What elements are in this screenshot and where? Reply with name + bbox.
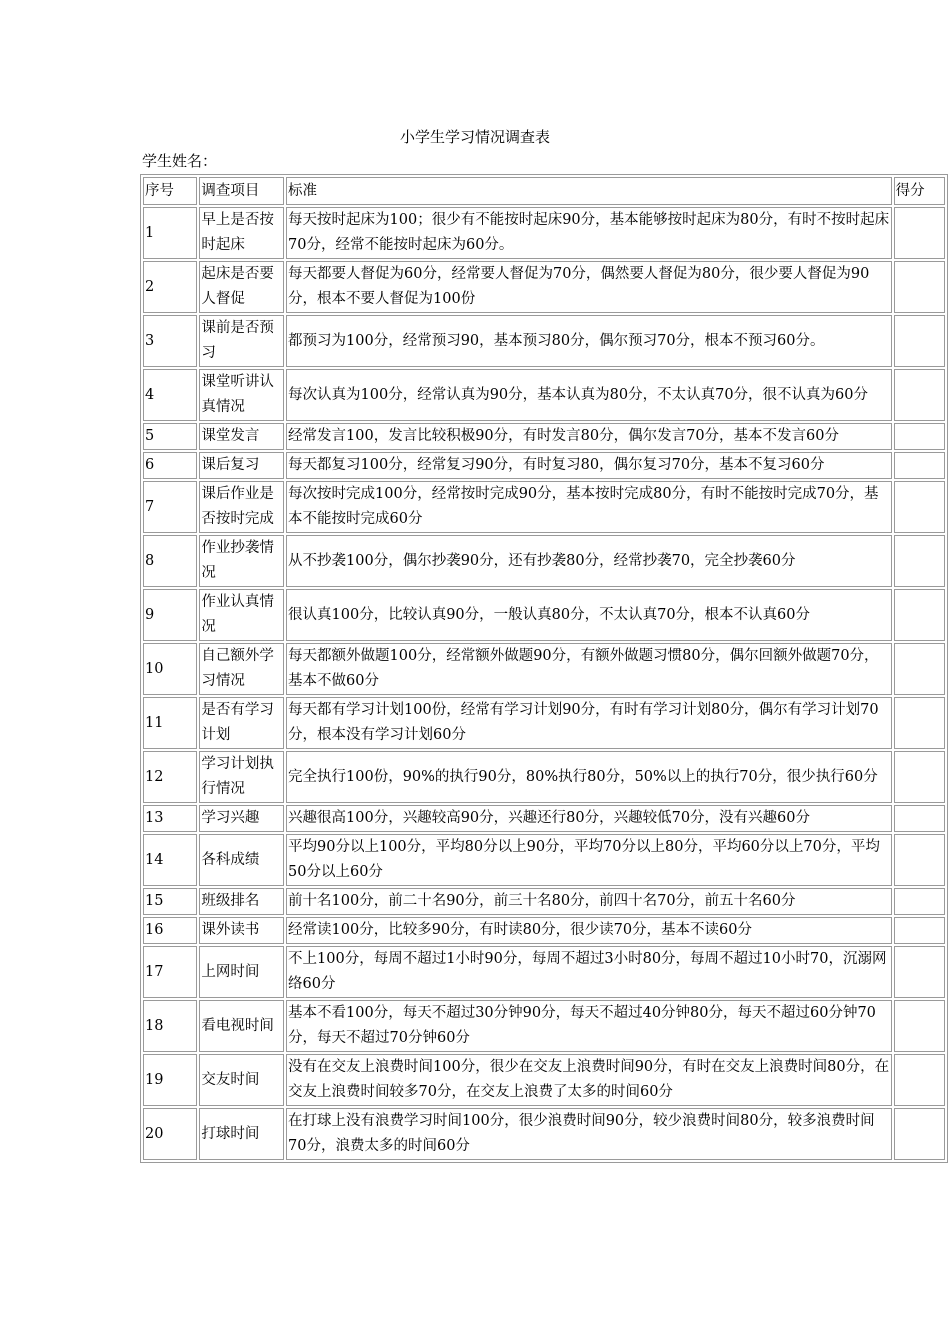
scoring-standard: 经常读100分，比较多90分，有时读80分，很少读70分，基本不读60分 — [286, 917, 892, 944]
survey-item: 上网时间 — [199, 946, 284, 998]
table-row — [143, 834, 945, 886]
score-cell[interactable] — [894, 751, 945, 803]
score-cell[interactable] — [894, 643, 945, 695]
table-row — [143, 423, 945, 450]
score-cell[interactable] — [894, 1108, 945, 1160]
scoring-standard: 平均90分以上100分，平均80分以上90分，平均70分以上80分，平均60分以上70分，平均50分以上60分 — [286, 834, 892, 886]
row-number: 7 — [143, 481, 197, 533]
survey-table — [140, 174, 948, 1163]
table-row — [143, 643, 945, 695]
scoring-standard: 每天都额外做题100分，经常额外做题90分，有额外做题习惯80分，偶尔回额外做题70分，基本不做60分 — [286, 643, 892, 695]
row-number: 6 — [143, 452, 197, 479]
header-item: 调查项目 — [199, 177, 284, 205]
row-number: 20 — [143, 1108, 197, 1160]
row-number: 5 — [143, 423, 197, 450]
scoring-standard: 完全执行100份，90%的执行90分，80%执行80分，50%以上的执行70分，很少执行60分 — [286, 751, 892, 803]
table-row — [143, 481, 945, 533]
survey-item: 自己额外学习情况 — [199, 643, 284, 695]
row-number: 15 — [143, 888, 197, 915]
table-row — [143, 1108, 945, 1160]
table-row — [143, 261, 945, 313]
table-row — [143, 535, 945, 587]
score-cell[interactable] — [894, 315, 945, 367]
score-cell[interactable] — [894, 481, 945, 533]
scoring-standard: 每天都要人督促为60分，经常要人督促为70分，偶然要人督促为80分，很少要人督促为90分，根本不要人督促为100份 — [286, 261, 892, 313]
scoring-standard: 经常发言100，发言比较积极90分，有时发言80分，偶尔发言70分，基本不发言60分 — [286, 423, 892, 450]
table-row — [143, 369, 945, 421]
row-number: 18 — [143, 1000, 197, 1052]
survey-item: 各科成绩 — [199, 834, 284, 886]
table-row — [143, 1054, 945, 1106]
table-row — [143, 315, 945, 367]
row-number: 1 — [143, 207, 197, 259]
row-number: 9 — [143, 589, 197, 641]
survey-item: 看电视时间 — [199, 1000, 284, 1052]
survey-item: 打球时间 — [199, 1108, 284, 1160]
survey-item: 学习兴趣 — [199, 805, 284, 832]
survey-item: 是否有学习计划 — [199, 697, 284, 749]
scoring-standard: 从不抄袭100分，偶尔抄袭90分，还有抄袭80分，经常抄袭70，完全抄袭60分 — [286, 535, 892, 587]
row-number: 10 — [143, 643, 197, 695]
scoring-standard: 没有在交友上浪费时间100分，很少在交友上浪费时间90分，有时在交友上浪费时间80分，在交友上浪费时间较多70分，在交友上浪费了太多的时间60分 — [286, 1054, 892, 1106]
scoring-standard: 很认真100分，比较认真90分，一般认真80分，不太认真70分，根本不认真60分 — [286, 589, 892, 641]
table-row — [143, 805, 945, 832]
table-row — [143, 1000, 945, 1052]
scoring-standard: 在打球上没有浪费学习时间100分，很少浪费时间90分，较少浪费时间80分，较多浪费时间70分，浪费太多的时间60分 — [286, 1108, 892, 1160]
survey-item: 交友时间 — [199, 1054, 284, 1106]
scoring-standard: 基本不看100分，每天不超过30分钟90分，每天不超过40分钟80分，每天不超过60分钟70分，每天不超过70分钟60分 — [286, 1000, 892, 1052]
header-standard: 标准 — [286, 177, 892, 205]
score-cell[interactable] — [894, 834, 945, 886]
survey-item: 课堂听讲认真情况 — [199, 369, 284, 421]
score-cell[interactable] — [894, 452, 945, 479]
table-row — [143, 917, 945, 944]
score-cell[interactable] — [894, 888, 945, 915]
row-number: 3 — [143, 315, 197, 367]
survey-item: 早上是否按时起床 — [199, 207, 284, 259]
survey-item: 作业认真情况 — [199, 589, 284, 641]
survey-item: 课前是否预习 — [199, 315, 284, 367]
table-row — [143, 589, 945, 641]
survey-item: 课外读书 — [199, 917, 284, 944]
row-number: 19 — [143, 1054, 197, 1106]
header-no: 序号 — [143, 177, 197, 205]
survey-item: 课堂发言 — [199, 423, 284, 450]
score-cell[interactable] — [894, 589, 945, 641]
row-number: 13 — [143, 805, 197, 832]
row-number: 17 — [143, 946, 197, 998]
score-cell[interactable] — [894, 207, 945, 259]
row-number: 4 — [143, 369, 197, 421]
score-cell[interactable] — [894, 261, 945, 313]
scoring-standard: 每天按时起床为100；很少有不能按时起床90分，基本能够按时起床为80分，有时不按时起床70分，经常不能按时起床为60分。 — [286, 207, 892, 259]
scoring-standard: 前十名100分，前二十名90分，前三十名80分，前四十名70分，前五十名60分 — [286, 888, 892, 915]
scoring-standard: 不上100分，每周不超过1小时90分，每周不超过3小时80分，每周不超过10小时70，沉溺网络60分 — [286, 946, 892, 998]
score-cell[interactable] — [894, 369, 945, 421]
score-cell[interactable] — [894, 917, 945, 944]
scoring-standard: 都预习为100分，经常预习90，基本预习80分，偶尔预习70分，根本不预习60分。 — [286, 315, 892, 367]
header-row — [143, 177, 945, 205]
row-number: 16 — [143, 917, 197, 944]
page-title: 小学生学习情况调查表 — [399, 128, 550, 146]
table-row — [143, 751, 945, 803]
survey-item: 课后作业是否按时完成 — [199, 481, 284, 533]
score-cell[interactable] — [894, 697, 945, 749]
scoring-standard: 每次认真为100分，经常认真为90分，基本认真为80分，不太认真70分，很不认真为60分 — [286, 369, 892, 421]
survey-item: 学习计划执行情况 — [199, 751, 284, 803]
scoring-standard: 每天都有学习计划100份，经常有学习计划90分，有时有学习计划80分，偶尔有学习计划70分，根本没有学习计划60分 — [286, 697, 892, 749]
table-row — [143, 946, 945, 998]
survey-item: 起床是否要人督促 — [199, 261, 284, 313]
score-cell[interactable] — [894, 1000, 945, 1052]
row-number: 12 — [143, 751, 197, 803]
student-name-label: 学生姓名： — [142, 152, 218, 170]
survey-item: 班级排名 — [199, 888, 284, 915]
row-number: 8 — [143, 535, 197, 587]
score-cell[interactable] — [894, 1054, 945, 1106]
table-row — [143, 207, 945, 259]
row-number: 14 — [143, 834, 197, 886]
survey-item: 作业抄袭情况 — [199, 535, 284, 587]
scoring-standard: 每次按时完成100分，经常按时完成90分，基本按时完成80分，有时不能按时完成70分，基本不能按时完成60分 — [286, 481, 892, 533]
table-row — [143, 452, 945, 479]
score-cell[interactable] — [894, 535, 945, 587]
scoring-standard: 兴趣很高100分，兴趣较高90分，兴趣还行80分，兴趣较低70分，没有兴趣60分 — [286, 805, 892, 832]
score-cell[interactable] — [894, 805, 945, 832]
row-number: 2 — [143, 261, 197, 313]
score-cell[interactable] — [894, 946, 945, 998]
survey-item: 课后复习 — [199, 452, 284, 479]
score-cell[interactable] — [894, 423, 945, 450]
header-score: 得分 — [894, 177, 945, 205]
table-row — [143, 697, 945, 749]
scoring-standard: 每天都复习100分，经常复习90分，有时复习80，偶尔复习70分，基本不复习60分 — [286, 452, 892, 479]
row-number: 11 — [143, 697, 197, 749]
table-row — [143, 888, 945, 915]
survey-table-body — [143, 177, 945, 1160]
